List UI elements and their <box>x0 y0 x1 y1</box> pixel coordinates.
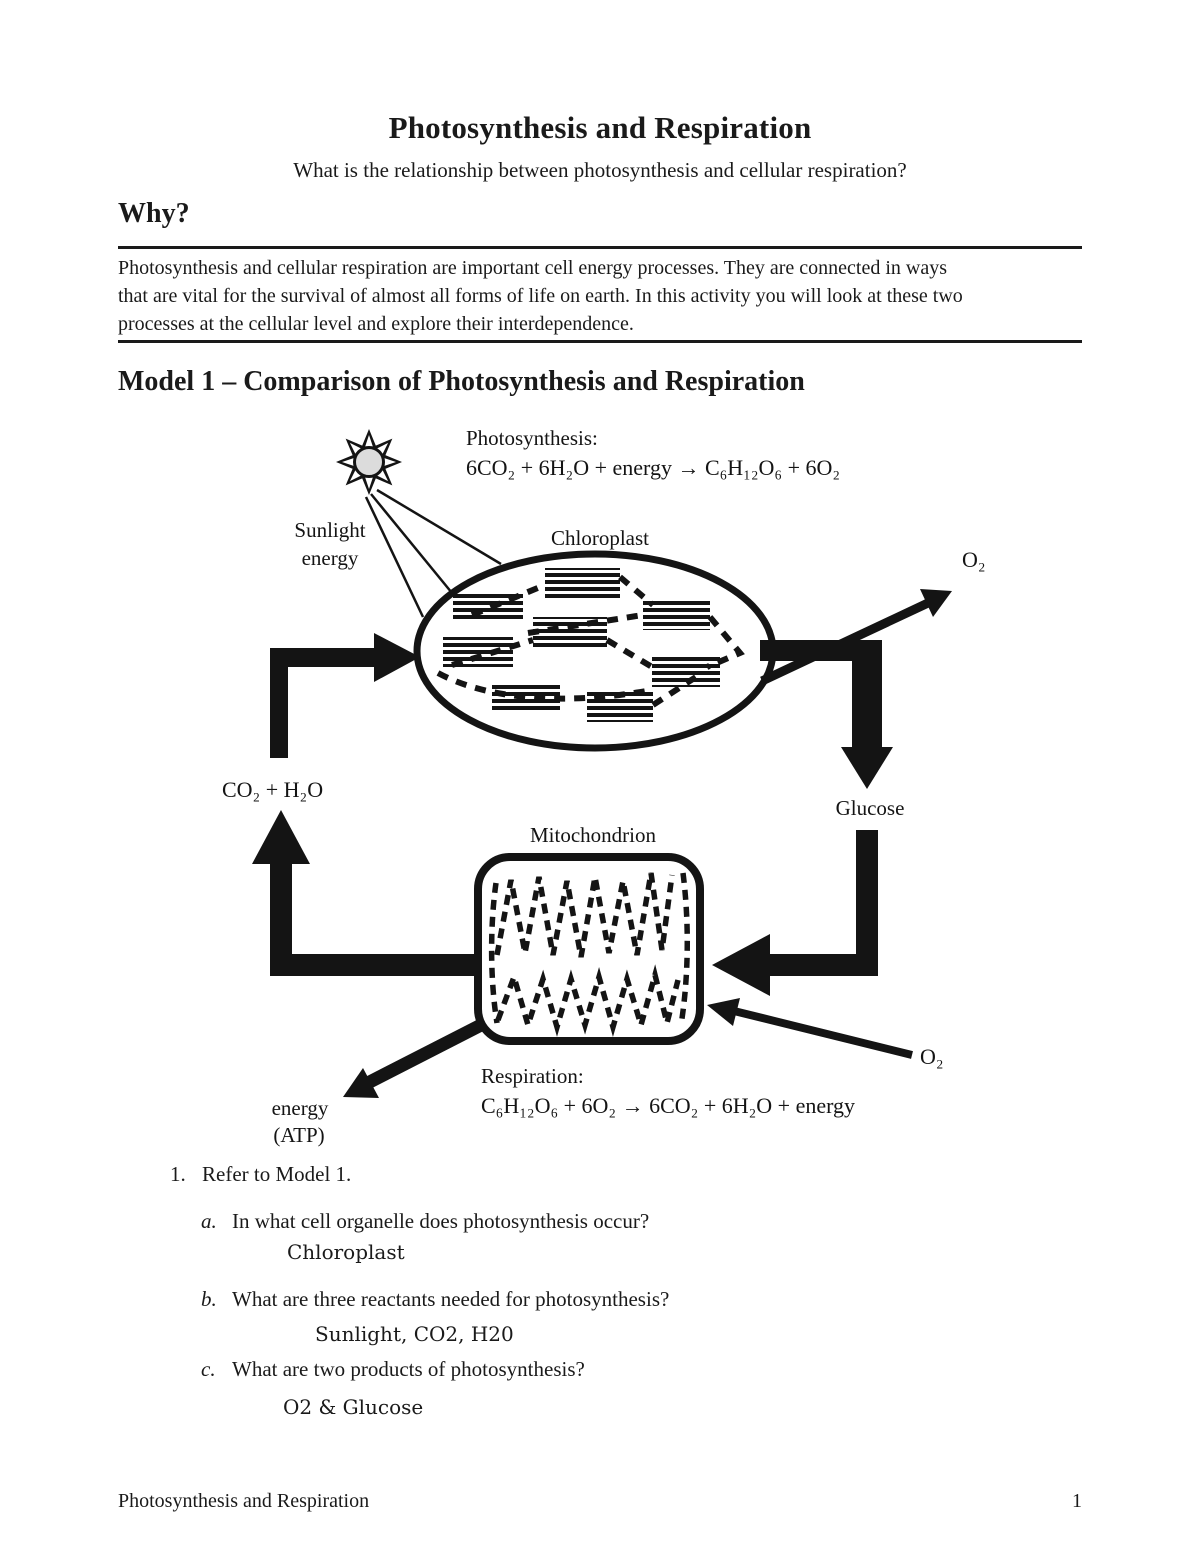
question-1a-text: In what cell organelle does photosynthesis occur? <box>232 1209 650 1233</box>
photosynthesis-label: Photosynthesis: <box>466 426 598 450</box>
glucose-label: Glucose <box>835 796 905 820</box>
arrow-glucose-down <box>760 640 893 789</box>
why-paragraph <box>118 254 1098 338</box>
divider-rule-top <box>118 246 1082 249</box>
mitochondrion-shape <box>478 857 700 1041</box>
why-line-3: processes at the cellular level and explore their interdependence. <box>118 313 634 335</box>
co2-h2o-label: CO₂ + H₂O <box>222 777 324 802</box>
question-1c-text: What are two products of photosynthesis? <box>232 1357 585 1381</box>
question-1c-answer: O2 & Glucose <box>283 1395 424 1419</box>
why-heading: Why? <box>118 198 190 229</box>
respiration-label: Respiration: <box>481 1064 584 1088</box>
arrow-mito-to-co2 <box>252 810 478 976</box>
divider-rule-bottom <box>118 340 1082 343</box>
sun-icon <box>336 429 402 495</box>
question-1b-text: What are three reactants needed for photosynthesis? <box>232 1287 670 1311</box>
question-1c-letter: c. <box>201 1357 216 1381</box>
energy-label-line1: energy <box>271 1096 329 1120</box>
why-line-1: Photosynthesis and cellular respiration are important cell energy processes. They are connected in ways <box>118 257 947 279</box>
footer-title: Photosynthesis and Respiration <box>118 1490 370 1512</box>
photosynthesis-equation: 6CO₂ + 6H₂O + energy → C₆H₁₂O₆ + 6O₂ <box>466 455 841 480</box>
arrow-energy-out <box>343 1023 485 1098</box>
o2-bottom-label: O₂ <box>920 1044 944 1069</box>
arrow-o2-into-mito <box>707 998 912 1055</box>
why-line-2: that are vital for the survival of almost all forms of life on earth. In this activity you will look at these two <box>118 285 963 307</box>
chloroplast-label: Chloroplast <box>551 526 649 550</box>
question-1a-letter: a. <box>201 1209 217 1233</box>
sunlight-label-line1: Sunlight <box>294 518 366 542</box>
respiration-equation: C₆H₁₂O₆ + 6O₂ → 6CO₂ + 6H₂O + energy <box>481 1093 856 1118</box>
question-1-text: Refer to Model 1. <box>202 1162 352 1186</box>
question-1-number: 1. <box>170 1162 186 1186</box>
sunlight-label-line2: energy <box>301 546 359 570</box>
o2-top-label: O₂ <box>962 547 986 572</box>
arrow-co2-into-chloroplast <box>270 633 420 758</box>
page-title: Photosynthesis and Respiration <box>388 110 812 145</box>
arrow-glucose-into-mito <box>712 830 878 996</box>
footer-page-number: 1 <box>1072 1490 1082 1512</box>
chloroplast-shape <box>417 554 773 748</box>
energy-label-line2: (ATP) <box>273 1123 325 1147</box>
question-1b-answer: Sunlight, CO2, H20 <box>315 1322 514 1346</box>
question-1b-letter: b. <box>201 1287 217 1311</box>
mitochondrion-label: Mitochondrion <box>530 823 656 847</box>
page-subtitle: What is the relationship between photosynthesis and cellular respiration? <box>293 158 907 182</box>
model-heading: Model 1 – Comparison of Photosynthesis and Respiration <box>118 366 805 397</box>
question-1a-answer: Chloroplast <box>287 1240 405 1264</box>
model1-diagram <box>100 405 1100 1150</box>
